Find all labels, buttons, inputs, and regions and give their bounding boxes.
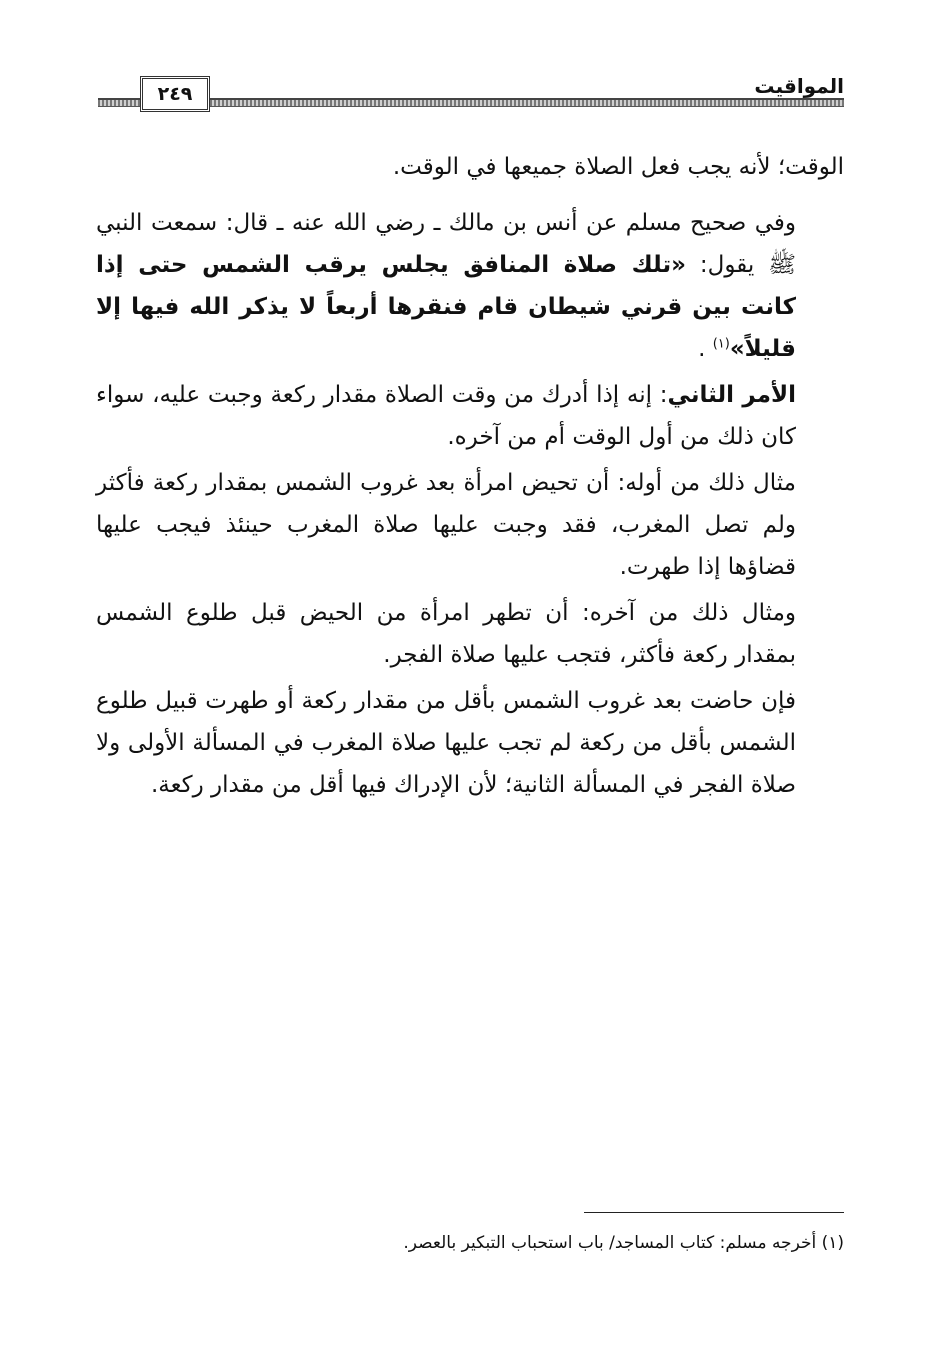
paragraph-3-lead: الأمر الثاني [667, 382, 796, 408]
footnote: (١) أخرجه مسلم: كتاب المساجد/ باب استحباب التبكير بالعصر. [403, 1233, 844, 1253]
paragraph-3 [96, 374, 844, 458]
paragraph-4: مثال ذلك من أوله: أن تحيض امرأة بعد غروب الشمس بمقدار ركعة فأكثر ولم تصل المغرب، فقد وجبت عليها صلاة المغرب حينئذ فيجب عليها قضاؤها إذا طهرت. [96, 470, 796, 580]
paragraph-2-intro: وفي صحيح مسلم عن أنس بن مالك ـ رضي الله عنه ـ قال: سمعت النبي ﷺ يقول: [96, 210, 796, 278]
paragraph-3-rest: : إنه إذا أدرك من وقت الصلاة مقدار ركعة وجبت عليه، سواء كان ذلك من أول الوقت أم من آخره. [96, 382, 796, 450]
page-header [98, 72, 844, 108]
hadith-quote: «تلك صلاة المنافق يجلس يرقب الشمس حتى إذا كانت بين قرني شيطان قام فنقرها أربعاً لا يذكر الله فيها إلا قليلاً» [96, 252, 796, 362]
paragraph-6: فإن حاضت بعد غروب الشمس بأقل من مقدار ركعة أو طهرت قبيل طلوع الشمس بأقل من ركعة لم تجب عليها صلاة المغرب في المسألة الأولى ولا صلاة الفجر في المسألة الثانية؛ لأن الإدراك فيها أقل من مقدار ركعة. [96, 688, 796, 798]
footnote-marker: (١) [712, 336, 730, 352]
paragraph-5: ومثال ذلك من آخره: أن تطهر امرأة من الحيض قبل طلوع الشمس بمقدار ركعة فأكثر، فتجب عليها صلاة الفجر. [96, 600, 796, 668]
paragraph-2 [96, 202, 844, 370]
paragraph-1: الوقت؛ لأنه يجب فعل الصلاة جميعها في الوقت. [392, 154, 844, 180]
page-number: ٢٤٩ [140, 76, 210, 112]
paragraph-2-end: . [698, 336, 713, 362]
footnote-separator [584, 1212, 844, 1213]
running-title: المواقيت [754, 74, 844, 98]
main-text [96, 146, 844, 810]
